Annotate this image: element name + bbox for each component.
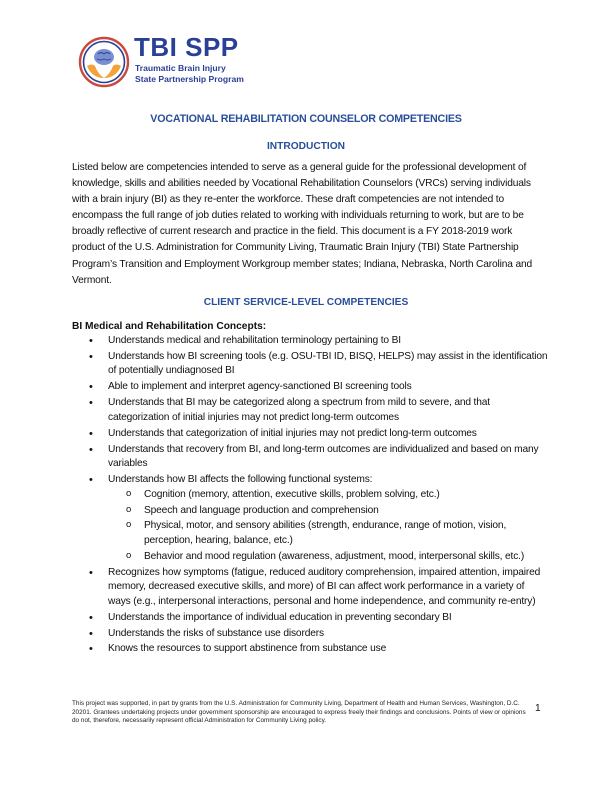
funding-disclaimer-footer: This project was supported, in part by grants from the U.S. Administration for Community Living, Department of Health and Human Services, Washington, D.C. 20201. Grantees undertaking projects under government sponsorship are encouraged to express freely their findings and conclusions. Points of view or opinions do not, therefore, necessarily represent official Administration for Community Living policy. [72, 700, 526, 725]
page-number: 1 [535, 703, 541, 714]
category-heading: BI Medical and Rehabilitation Concepts: [72, 321, 267, 332]
sub-list-item: o Speech and language production and comprehension [144, 504, 548, 519]
document-title: VOCATIONAL REHABILITATION COUNSELOR COMPETENCIES [150, 113, 462, 125]
sub-list-item: o Physical, motor, and sensory abilities (strength, endurance, range of motion, vision, perception, hearing, balance, etc.) [144, 519, 548, 548]
list-item: • Understands that BI may be categorized along a spectrum from mild to severe, and that categorization of initial injuries may not predict long-term outcomes [108, 396, 548, 425]
functional-systems-sublist [144, 488, 548, 565]
list-item: • Understands that recovery from BI, and long-term outcomes are individualized and based on many variables [108, 443, 548, 472]
sub-list-item: o Behavior and mood regulation (awareness, adjustment, mood, interpersonal skills, etc.) [144, 550, 548, 565]
sub-list-item: o Cognition (memory, attention, executive skills, problem solving, etc.) [144, 488, 548, 503]
brain-hands-emblem-icon [78, 36, 130, 88]
list-item: • Understands medical and rehabilitation terminology pertaining to BI [108, 334, 548, 349]
competency-list [108, 334, 548, 658]
logo-subtitle-line2: State Partnership Program [135, 74, 244, 84]
list-item: • Understands how BI screening tools (e.g. OSU-TBI ID, BISQ, HELPS) may assist in the identification of potentially undiagnosed BI [108, 350, 548, 379]
client-competencies-heading: CLIENT SERVICE-LEVEL COMPETENCIES [203, 297, 409, 308]
logo-title: TBI SPP [134, 32, 239, 62]
list-item-text: Understands how BI affects the following functional systems: [108, 474, 373, 486]
list-item: • Understands the importance of individual education in preventing secondary BI [108, 611, 548, 626]
tbi-spp-logo [78, 30, 248, 100]
list-item: • Knows the resources to support abstinence from substance use [108, 642, 548, 657]
list-item-functional-systems [108, 473, 548, 564]
list-item: • Recognizes how symptoms (fatigue, reduced auditory comprehension, impaired attention, impaired memory, decreased executive skills, and more) of BI can affect work performance in a variety of ways (e.g., interpersonal interactions, personal and home independence, and community re-entry) [108, 566, 548, 610]
introduction-heading: INTRODUCTION [266, 141, 346, 152]
list-item: • Understands that categorization of initial injuries may not predict long-term outcomes [108, 427, 548, 442]
list-item: • Able to implement and interpret agency-sanctioned BI screening tools [108, 380, 548, 395]
list-item: • Understands the risks of substance use disorders [108, 627, 548, 642]
logo-subtitle-line1: Traumatic Brain Injury [135, 63, 226, 73]
introduction-body: Listed below are competencies intended to serve as a general guide for the professional development of knowledge, skills and abilities needed by Vocational Rehabilitation Counselors (VRCs) serving individuals with a brain injury (BI) as they re-enter the workforce. These draft competencies are not intended to encompass the full range of job duties related to working with individuals returning to work, but are to be broadly reflective of current research and practice in the field. This document is a FY 2018-2019 work product of the U.S. Administration for Community Living, Traumatic Brain Injury (TBI) State Partnership Program’s Transition and Employment Workgroup member states; Indiana, Nebraska, North Carolina and Vermont. [72, 162, 532, 286]
